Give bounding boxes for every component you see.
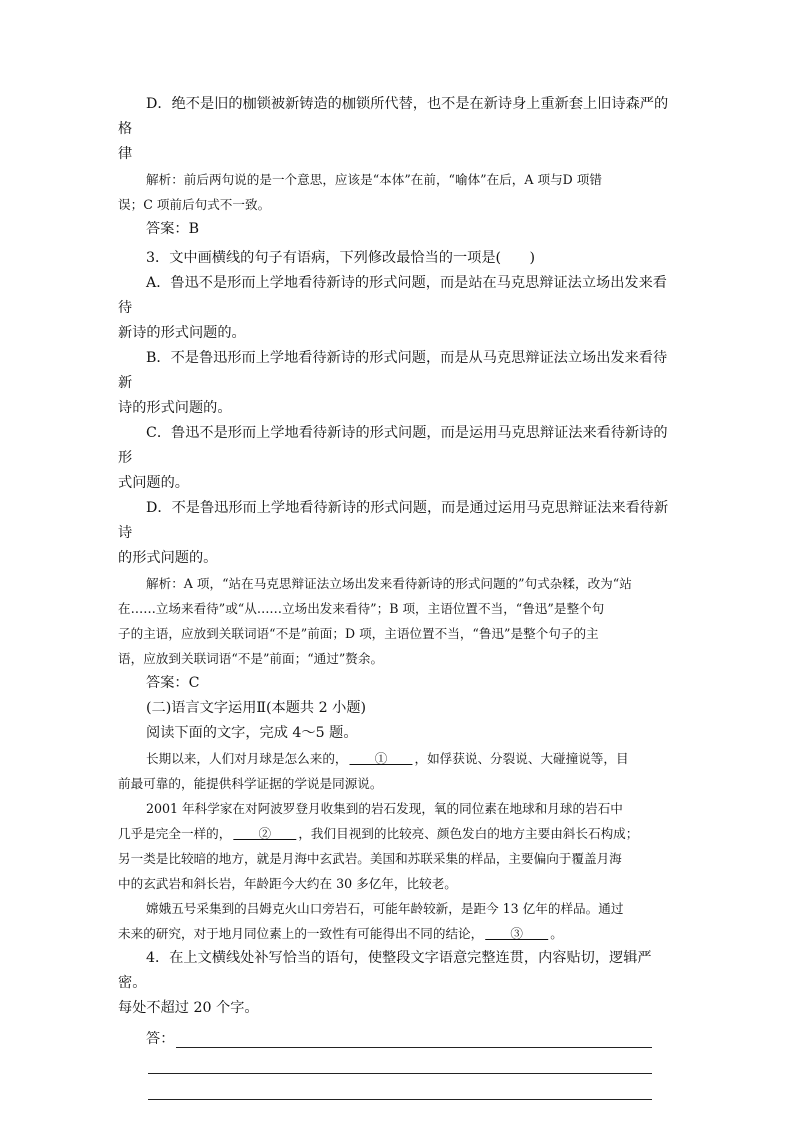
q3-stem: 3．文中画横线的句子有语病，下列修改最恰当的一项是( ) <box>146 250 535 266</box>
q2-option-d <box>118 92 678 142</box>
q2-answer: 答案：B <box>146 221 199 237</box>
q3-analysis-line1: 解析：A 项，“站在马克思辩证法立场出发来看待新诗的形式问题的”句式杂糅，改为“站 <box>146 576 632 591</box>
q3-option-a-line1: A．鲁迅不是形而上学地看待新诗的形式问题，而是站在马克思辩证法立场出发来看待 <box>118 275 667 316</box>
passage-p2-line2 <box>118 821 678 846</box>
q3-option-a-line2: 新诗的形式问题的。 <box>118 325 246 341</box>
blank-3: ③ <box>485 926 549 941</box>
blank-2: ② <box>233 826 297 841</box>
blank-1: ① <box>349 751 413 766</box>
q3-analysis-line4: 语，应放到关联词语“不是”前面；“通过”赘余。 <box>118 651 384 666</box>
passage-p1-line1 <box>118 746 678 771</box>
q4-stem-line1: 4．在上文横线处补写恰当的语句，使整段文字语意完整连贯，内容贴切，逻辑严密。 <box>118 950 652 991</box>
passage-p3-line1: 嫦娥五号采集到的吕姆克火山口旁岩石，可能年龄较新，是距今 13 亿年的样品。通过 <box>146 901 624 916</box>
section-instruction: 阅读下面的文字，完成 4～5 题。 <box>146 725 358 741</box>
q3-option-c-line2: 式问题的。 <box>118 475 189 491</box>
passage-p2-line1: 2001 年科学家在对阿波罗登月收集到的岩石发现，氧的同位素在地球和月球的岩石中 <box>146 801 623 816</box>
q3-option-b-line1: B．不是鲁迅形而上学地看待新诗的形式问题，而是从马克思辩证法立场出发来看待新 <box>118 350 668 391</box>
q3-option-d-line1: D．不是鲁迅形而上学地看待新诗的形式问题，而是通过运用马克思辩证法来看待新诗 <box>118 500 669 541</box>
answer-line-3[interactable] <box>148 1099 652 1100</box>
q2-analysis-line2 <box>118 192 678 217</box>
q2-analysis-line1: 解析：前后两句说的是一个意思，应该是“本体”在前，“喻体”在后，A 项与D 项错 <box>146 172 602 187</box>
q3-answer: 答案：C <box>146 675 200 691</box>
q2-option-d-line1: D．绝不是旧的枷锁被新铸造的枷锁所代替，也不是在新诗身上重新套上旧诗森严的格 <box>118 96 669 137</box>
passage-p3-line2 <box>118 921 678 946</box>
section-title: (二)语言文字运用Ⅱ(本题共 2 小题) <box>146 700 367 716</box>
passage-p1-line2: 前最可靠的，能提供科学证据的学说是同源说。 <box>118 776 383 791</box>
answer-area[interactable] <box>118 1027 678 1127</box>
passage-p2-text-c: ，我们目视到的比较亮、颜色发白的地方主要由斜长石构成； <box>298 826 639 841</box>
q2-analysis-line2-text: 误；C 项前后句式不一致。 <box>118 197 271 212</box>
answer-line-2[interactable] <box>148 1073 652 1074</box>
passage-p1-text-b: ，如俘获说、分裂说、大碰撞说等，目 <box>414 751 629 766</box>
passage-p3-text-c: 。 <box>550 926 563 941</box>
q3-analysis-line2: 在……立场来看待”或“从……立场出发来看待”；B 项，主语位置不当，“鲁迅”是整个句 <box>118 601 605 616</box>
q3-option-b-line2: 诗的形式问题的。 <box>118 400 232 416</box>
answer-label: 答： <box>146 1031 175 1047</box>
passage-p2-line4: 中的玄武岩和斜长岩，年龄距今大约在 30 多亿年，比较老。 <box>118 876 457 891</box>
q3-analysis-line3: 子的主语，应放到关联词语“不是”前面；D 项，主语位置不当，“鲁迅”是整个句子的主 <box>118 626 599 641</box>
passage-p3-text-b: 未来的研究，对于地月同位素上的一致性有可能得出不同的结论， <box>118 926 484 941</box>
document-page <box>118 92 678 1127</box>
answer-line-1[interactable] <box>176 1047 652 1048</box>
q2-analysis <box>118 167 678 192</box>
q3-option-d-line2: 的形式问题的。 <box>118 550 218 566</box>
q2-option-d-line2-text: 律 <box>118 146 133 162</box>
q2-option-d-line2 <box>118 142 678 167</box>
passage-p2-line3: 另一类是比较暗的地方，就是月海中玄武岩。美国和苏联采集的样品，主要偏向于覆盖月海 <box>118 851 622 866</box>
passage-p1-text-a: 长期以来，人们对月球是怎么来的， <box>146 751 348 766</box>
q4-stem-line2: 每处不超过 20 个字。 <box>118 1000 259 1016</box>
q3-option-c-line1: C．鲁迅不是形而上学地看待新诗的形式问题，而是运用马克思辩证法来看待新诗的形 <box>118 425 668 466</box>
passage-p2-text-b: 几乎是完全一样的， <box>118 826 232 841</box>
